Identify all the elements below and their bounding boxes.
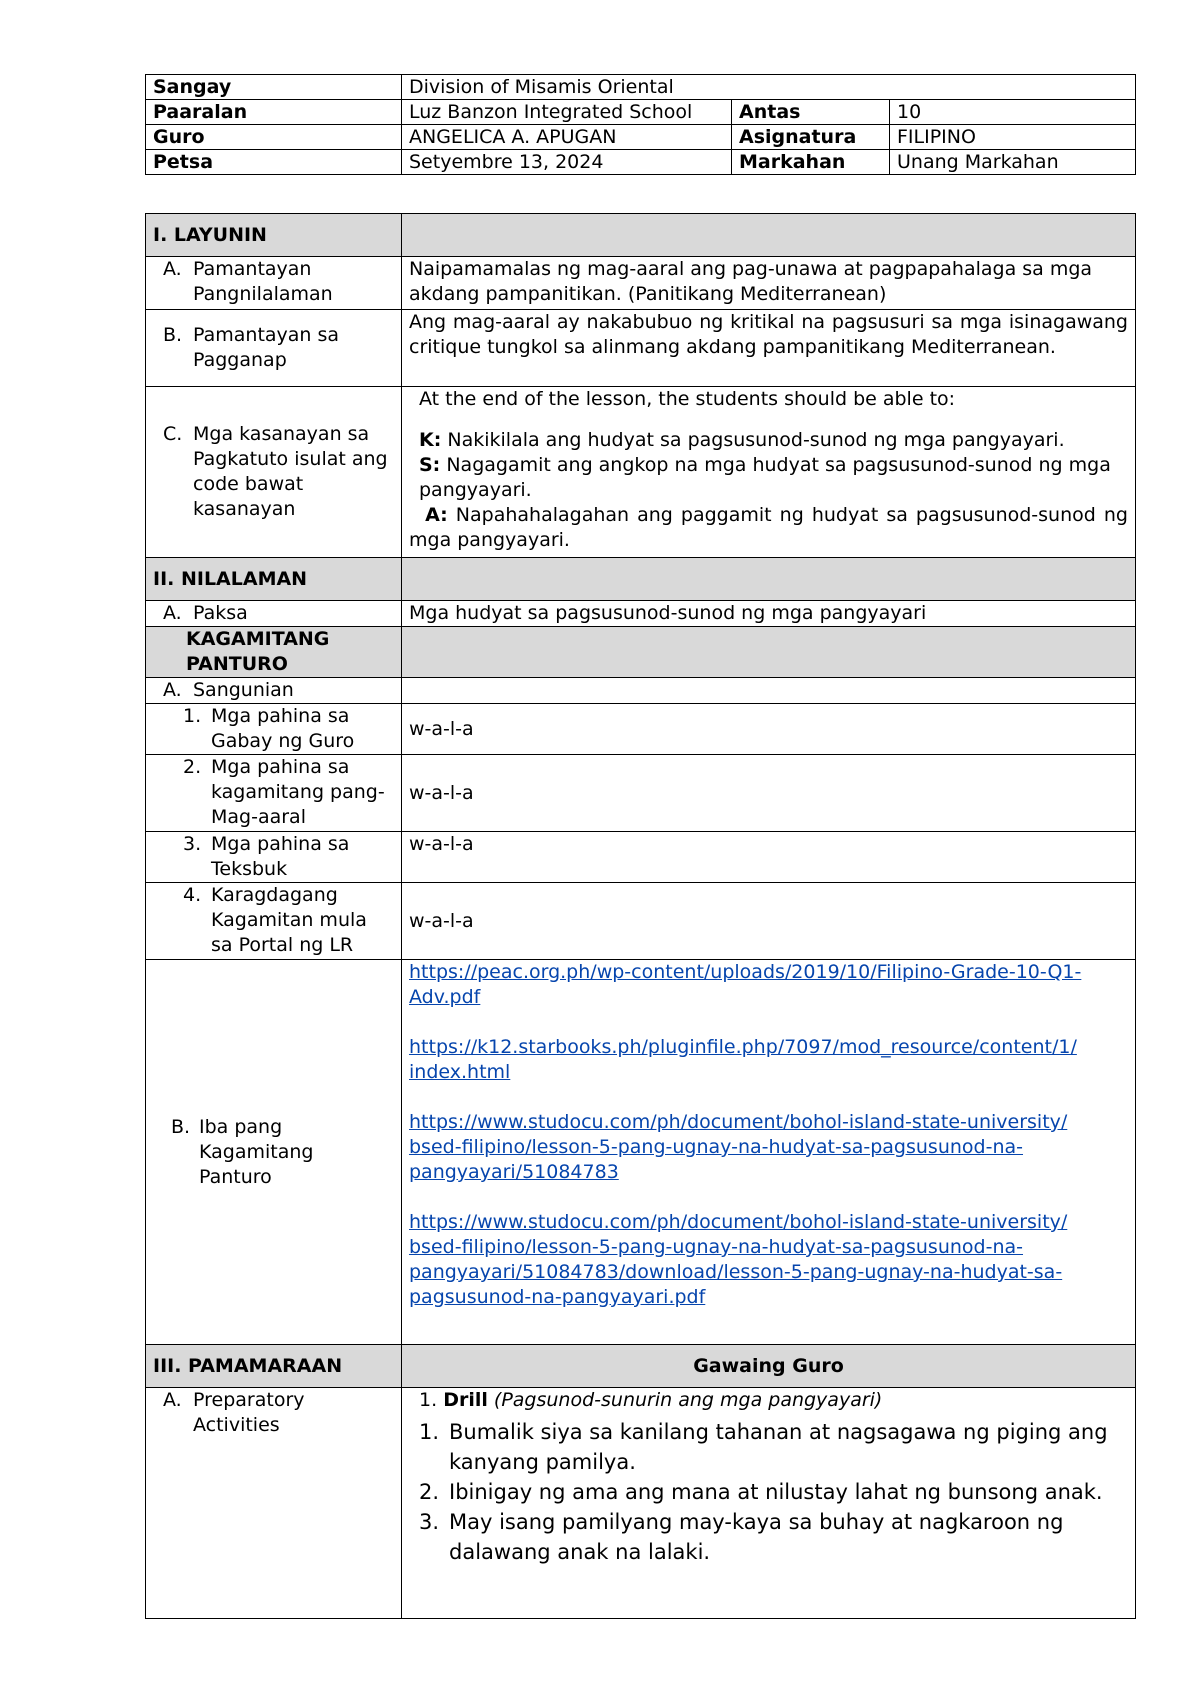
column-title: Gawaing Guro [402,1345,1136,1388]
links-cell [402,960,1136,1345]
item-number: B. [163,324,183,346]
lesson-plan-table [145,213,1136,1619]
drill-cell [402,1388,1136,1619]
section-nilalaman [146,558,1136,601]
drill-list [409,1417,1128,1567]
reference-link[interactable]: https://k12.starbooks.ph/pluginfile.php/7097/mod_resource/content/1/ index.html [409,1036,1077,1083]
section-layunin [146,214,1136,257]
header-label: Sangay [146,75,402,100]
header-label: Guro [146,125,402,150]
section-kagamitan [146,627,1136,678]
drill-heading: 1. Drill (Pagsunod-sunurin ang mga pangyayari) [419,1389,883,1411]
header-value: Division of Misamis Oriental [402,75,1136,100]
header-value: Unang Markahan [890,150,1136,175]
header-table [145,74,1136,175]
header-label: Paaralan [146,100,402,125]
item-number: A. [163,602,182,624]
row-value: Ang mag-aaral ay nakabubuo ng kritikal na pagsusuri sa mga isinagawang critique tungkol sa alinmang akdang pampanitikang Mediterranean. [402,310,1136,387]
row-pamantayan-pangnilalaman [146,257,1136,310]
row-preparatory-activities [146,1388,1136,1619]
section-empty-cell [402,627,1136,678]
row-label: Iba pang Kagamitang Panturo [199,1115,314,1188]
header-label: Markahan [732,150,890,175]
row-label: Preparatory Activities [193,1389,305,1436]
objective-s: S: Nagagamit ang angkop na mga hudyat sa pagsusunod-sunod ng mga pangyayari. [419,454,1111,501]
row-kasanayan [146,387,1136,558]
row-value: Naipamamalas ng mag-aaral ang pag-unawa at pagpapahalaga sa mga akdang pampanitikan. (Panitikang Mediterranean) [402,257,1136,310]
section-empty-cell [402,558,1136,601]
objectives-intro: At the end of the lesson, the students should be able to: [419,388,956,410]
header-label: Antas [732,100,890,125]
section-title: KAGAMITANG PANTURO [146,627,402,678]
reference-link[interactable]: https://www.studocu.com/ph/document/bohol-island-state-university/ bsed-filipino/lesson-5-pang-ugnay-na-hudyat-sa-pagsusunod-na- pangyayari/51084783/download/lesson-5-pang-ugnay-na-hudyat-sa- pagsusunod-na-pangyayari.pdf [409,1211,1068,1308]
row-label: Pamantayan Pangnilalaman [193,258,333,305]
row-label: Mga pahina sa Teksbuk [211,833,350,880]
section-title: II. NILALAMAN [146,558,402,601]
row-portal-lr [146,883,1136,960]
item-number: 4. [183,884,202,906]
header-value: 10 [890,100,1136,125]
row-label: Karagdagang Kagamitan mula sa Portal ng LR [211,884,367,956]
row-value: w-a-l-a [402,832,1136,883]
objective-k: K: Nakikilala ang hudyat sa pagsusunod-sunod ng mga pangyayari. [419,429,1065,451]
row-label: Mga kasanayan sa Pagkatuto isulat ang code bawat kasanayan [193,423,388,520]
item-number: 2. [183,756,202,778]
row-sangunian [146,678,1136,704]
row-value: Mga hudyat sa pagsusunod-sunod ng mga pangyayari [402,601,1136,627]
section-pamamaraan [146,1345,1136,1388]
header-value: Luz Banzon Integrated School [402,100,732,125]
reference-link[interactable]: https://www.studocu.com/ph/document/bohol-island-state-university/ bsed-filipino/lesson-5-pang-ugnay-na-hudyat-sa-pagsusunod-na- pangyayari/51084783 [409,1111,1068,1183]
row-teksbuk [146,832,1136,883]
row-value: w-a-l-a [402,883,1136,960]
item-number: 3. [183,833,202,855]
row-label: Paksa [193,602,248,624]
list-item: 3. May isang pamilyang may-kaya sa buhay at nagkaroon ng dalawang anak na lalaki. [419,1510,1064,1564]
row-value-empty [402,678,1136,704]
row-label: Pamantayan sa Pagganap [193,324,340,371]
header-row-paaralan [146,100,1136,125]
header-value: Setyembre 13, 2024 [402,150,732,175]
item-number: A. [163,679,182,701]
objectives-cell [402,387,1136,558]
item-number: B. [171,1115,191,1138]
objective-a: A: Napahahalagahan ang paggamit ng hudyat sa pagsusunod-sunod ng mga pangyayari. [409,504,1128,551]
row-paksa [146,601,1136,627]
section-title: I. LAYUNIN [146,214,402,257]
header-label: Petsa [146,150,402,175]
row-kagamitang-mag-aaral [146,755,1136,832]
section-empty-cell [402,214,1136,257]
row-gabay-guro [146,704,1136,755]
row-pamantayan-pagganap [146,310,1136,387]
row-iba-pang-kagamitan [146,960,1136,1345]
header-row-petsa [146,150,1136,175]
item-number: A. [163,1389,182,1411]
item-number: 1. [183,705,202,727]
row-value: w-a-l-a [402,704,1136,755]
reference-link[interactable]: https://peac.org.ph/wp-content/uploads/2019/10/Filipino-Grade-10-Q1- Adv.pdf [409,961,1082,1008]
section-title: III. PAMAMARAAN [146,1345,402,1388]
header-row-sangay [146,75,1136,100]
item-number: A. [163,258,182,280]
item-number: C. [163,423,183,445]
row-value: w-a-l-a [402,755,1136,832]
list-item: 1. Bumalik siya sa kanilang tahanan at nagsagawa ng piging ang kanyang pamilya. [419,1420,1108,1474]
row-label: Mga pahina sa kagamitang pang-Mag-aaral [211,756,385,828]
header-row-guro [146,125,1136,150]
header-value: ANGELICA A. APUGAN [402,125,732,150]
row-label: Mga pahina sa Gabay ng Guro [211,705,355,752]
row-label: Sangunian [193,679,294,701]
header-label: Asignatura [732,125,890,150]
list-item: 2. Ibinigay ng ama ang mana at nilustay lahat ng bunsong anak. [419,1480,1103,1504]
header-value: FILIPINO [890,125,1136,150]
